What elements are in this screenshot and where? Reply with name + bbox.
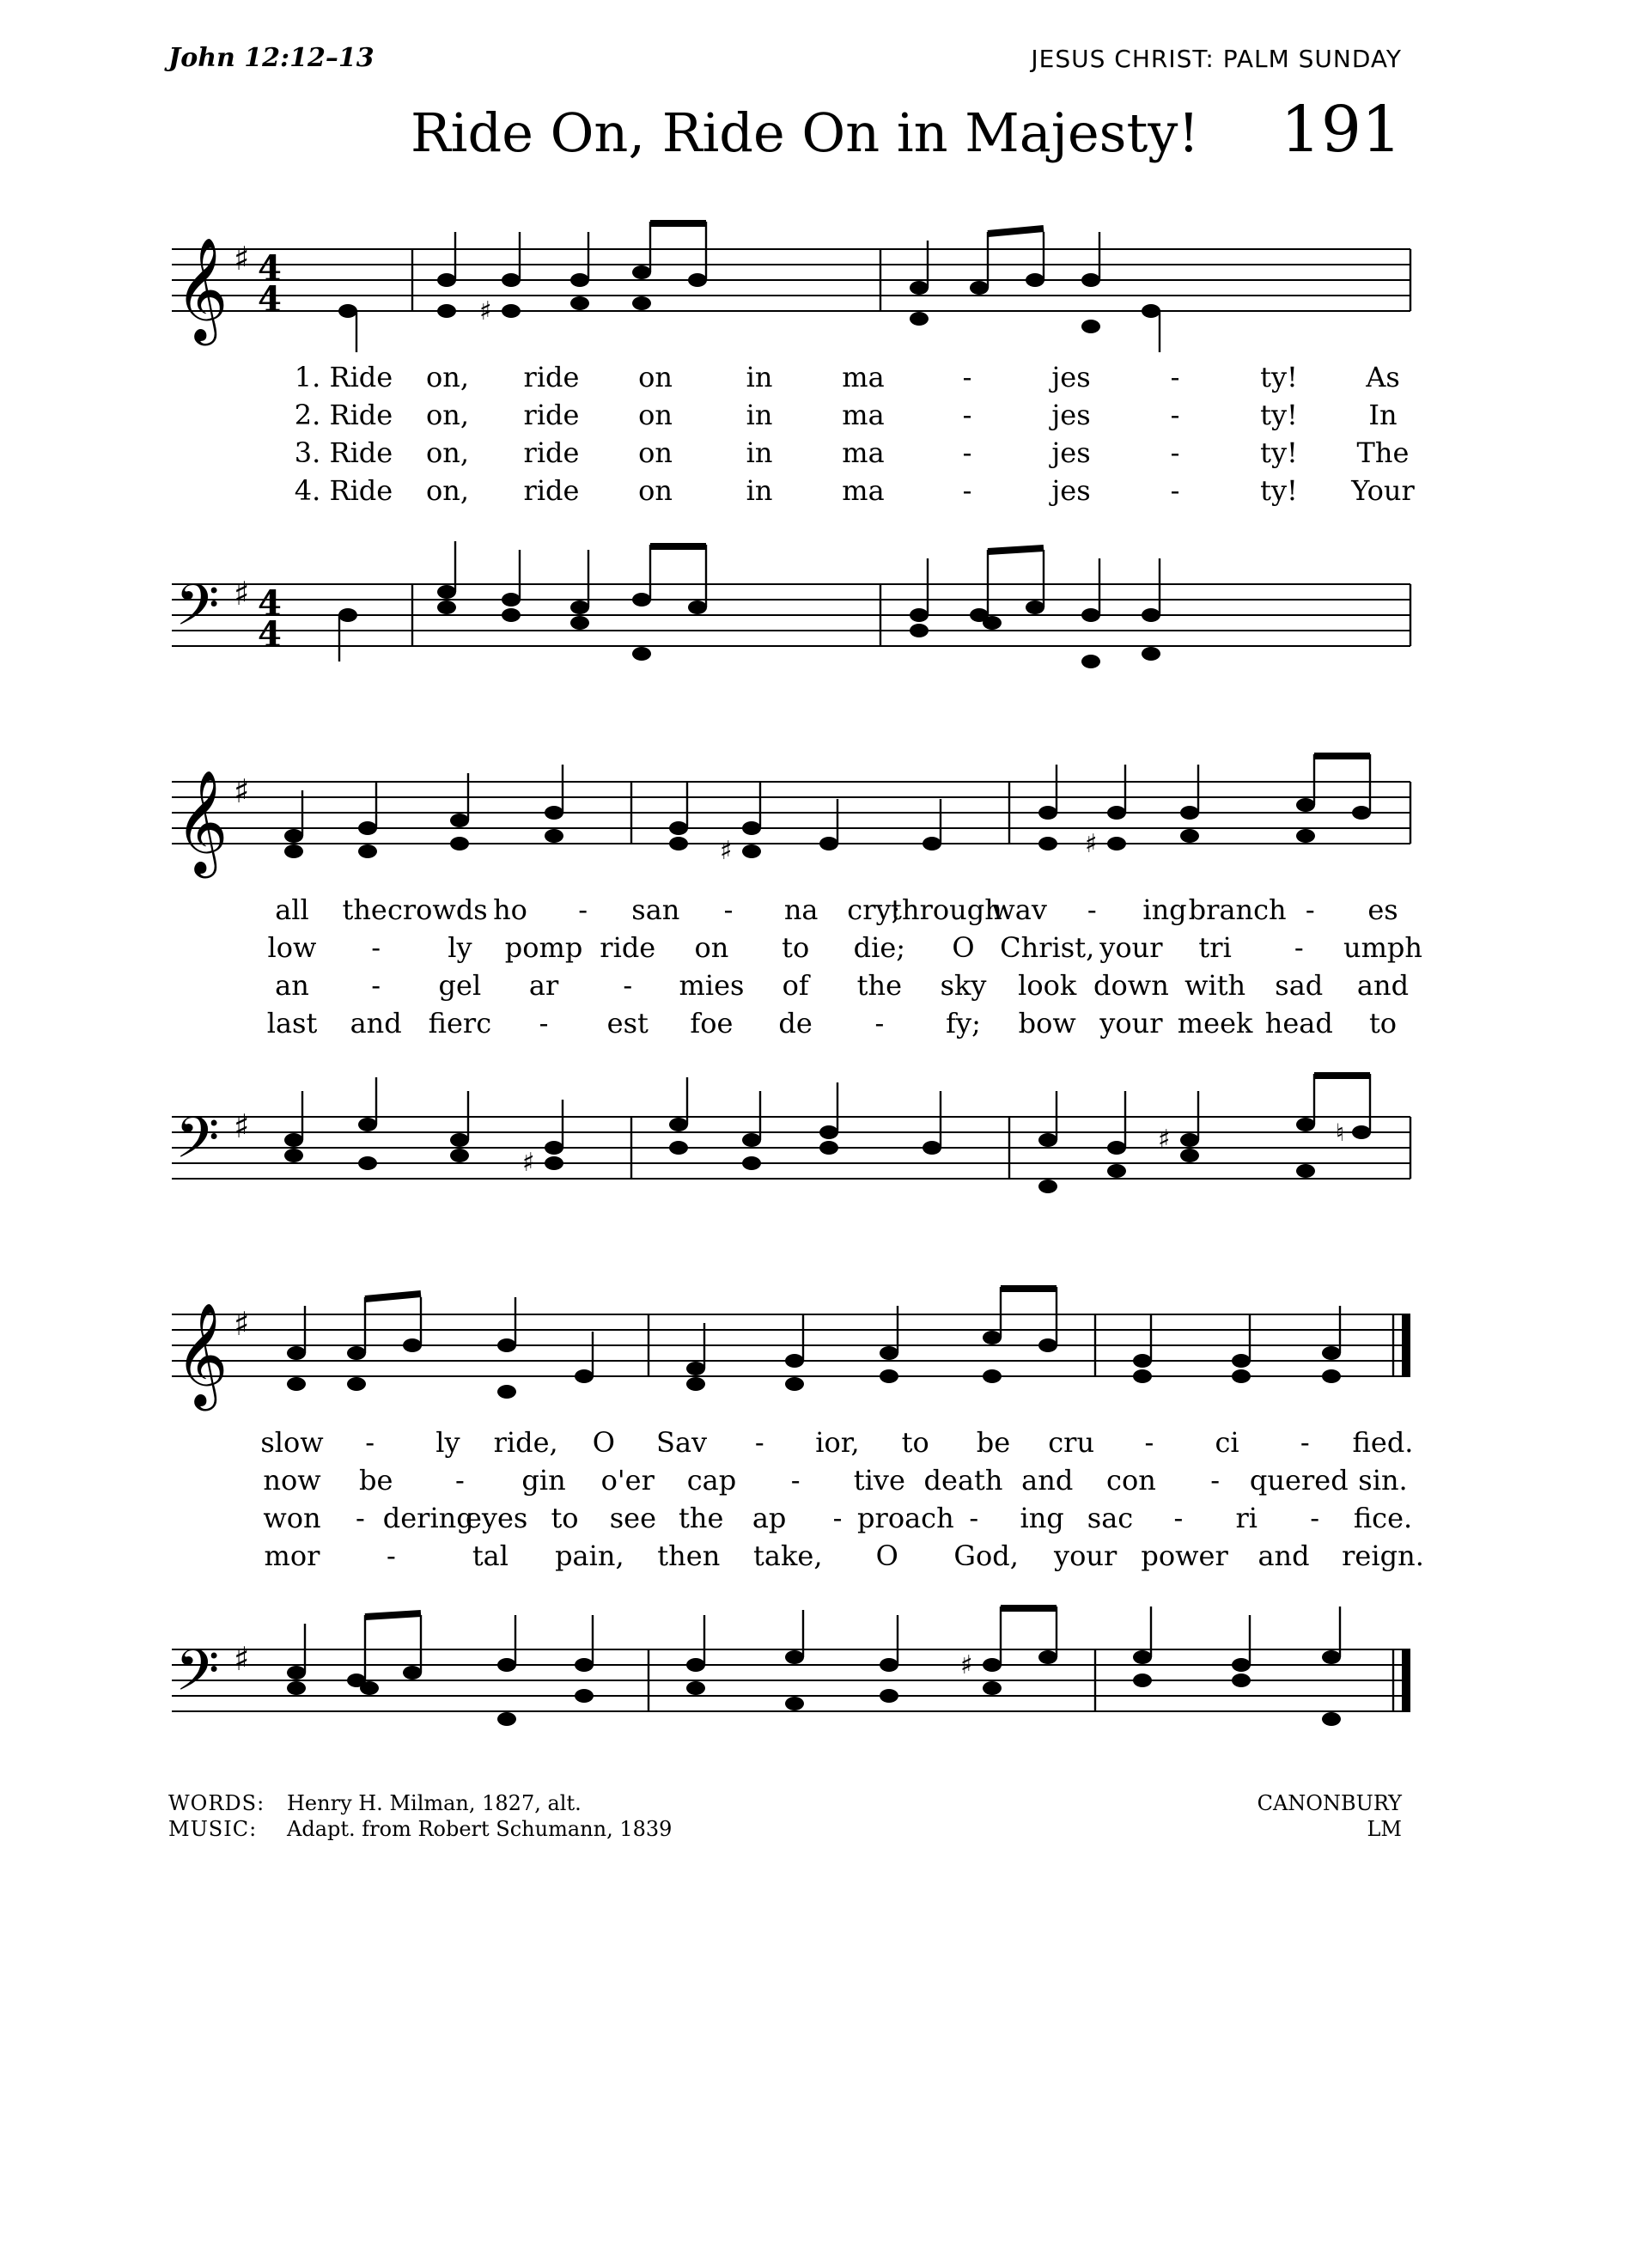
lyric-syllable: - bbox=[371, 969, 381, 1002]
lyric-syllable: cru bbox=[1048, 1426, 1095, 1459]
lyric-syllable: then bbox=[657, 1539, 721, 1572]
lyric-syllable: won bbox=[263, 1502, 321, 1534]
lyric-syllable: 3. Ride bbox=[294, 436, 393, 469]
verse-1-line bbox=[163, 1426, 1419, 1464]
lyric-syllable: 2. Ride bbox=[294, 399, 393, 431]
verse-4-line bbox=[163, 474, 1419, 512]
bass-staff-3 bbox=[163, 1598, 1419, 1744]
lyric-syllable: jes bbox=[1051, 399, 1091, 431]
lyric-syllable: - bbox=[365, 1426, 375, 1459]
lyric-syllable: in bbox=[746, 361, 773, 393]
lyric-syllable: down bbox=[1093, 969, 1169, 1002]
staff-lines bbox=[172, 249, 1410, 311]
lyric-syllable: Your bbox=[1351, 474, 1415, 507]
lyric-syllable: - bbox=[1300, 1426, 1310, 1459]
staff-lines bbox=[172, 1117, 1410, 1179]
lyric-syllable: - bbox=[1173, 1502, 1184, 1534]
lyric-syllable: ior, bbox=[815, 1426, 860, 1459]
lyric-syllable: ty! bbox=[1260, 436, 1298, 469]
treble-staff-1 bbox=[163, 198, 1419, 344]
lyric-syllable: ing bbox=[1142, 893, 1187, 926]
lyric-syllable: - bbox=[1144, 1426, 1154, 1459]
svg-text:♯: ♯ bbox=[522, 1148, 535, 1178]
lyric-syllable: ly bbox=[448, 931, 472, 964]
notes bbox=[287, 1287, 1341, 1399]
lyric-syllable: ride bbox=[523, 474, 580, 507]
lyric-syllable: death bbox=[923, 1464, 1003, 1497]
lyric-syllable: tri bbox=[1198, 931, 1232, 964]
lyric-syllable: crowds bbox=[387, 893, 488, 926]
lyric-syllable: see bbox=[609, 1502, 657, 1534]
lyric-syllable: - bbox=[623, 969, 633, 1002]
lyric-syllable: - bbox=[454, 1464, 465, 1497]
lyric-syllable: - bbox=[962, 474, 972, 507]
lyric-syllable: - bbox=[1170, 399, 1180, 431]
lyric-syllable: on bbox=[638, 474, 673, 507]
lyric-syllable: on, bbox=[425, 361, 470, 393]
lyric-syllable: jes bbox=[1051, 474, 1091, 507]
verse-4-line bbox=[163, 1007, 1419, 1045]
lyric-syllable: ri bbox=[1235, 1502, 1258, 1534]
lyric-syllable: the bbox=[342, 893, 387, 926]
music-system-3 bbox=[163, 1263, 1424, 1744]
lyric-syllable: the bbox=[679, 1502, 724, 1534]
lyric-syllable: ride bbox=[523, 436, 580, 469]
lyric-syllable: an bbox=[275, 969, 309, 1002]
treble-staff-2 bbox=[163, 730, 1419, 876]
lyric-syllable: on bbox=[638, 399, 673, 431]
lyric-syllable: to bbox=[901, 1426, 929, 1459]
treble-staff-3 bbox=[163, 1263, 1419, 1409]
lyric-syllable: die; bbox=[853, 931, 906, 964]
lyric-syllable: In bbox=[1368, 399, 1398, 431]
lyrics-block-1 bbox=[163, 361, 1419, 533]
lyric-syllable: fice. bbox=[1353, 1502, 1413, 1534]
words-credit: Henry H. Milman, 1827, alt. bbox=[287, 1791, 582, 1815]
lyric-syllable: ride bbox=[600, 931, 656, 964]
lyric-syllable: 1. Ride bbox=[294, 361, 393, 393]
lyric-syllable: last bbox=[266, 1007, 318, 1040]
time-signature-top: 4 bbox=[258, 583, 282, 624]
lyric-syllable: O bbox=[592, 1426, 615, 1459]
lyric-syllable: ma bbox=[842, 474, 885, 507]
treble-clef-icon: 𝄞 bbox=[175, 1302, 228, 1406]
lyric-syllable: on bbox=[638, 436, 673, 469]
lyric-syllable: cry; bbox=[847, 893, 901, 926]
music-system-2 bbox=[163, 730, 1423, 1211]
lyric-syllable: on, bbox=[425, 436, 470, 469]
bass-clef-icon: 𝄢 bbox=[175, 1105, 220, 1185]
lyric-syllable: - bbox=[962, 436, 972, 469]
lyric-syllable: The bbox=[1356, 436, 1410, 469]
notes bbox=[338, 222, 1160, 352]
lyric-syllable: on bbox=[694, 931, 729, 964]
bass-clef-icon: 𝄢 bbox=[175, 572, 220, 652]
lyric-syllable: look bbox=[1018, 969, 1077, 1002]
lyric-syllable: O bbox=[875, 1539, 898, 1572]
lyric-syllable: now bbox=[263, 1464, 321, 1497]
lyric-syllable: reign. bbox=[1342, 1539, 1424, 1572]
lyric-syllable: 4. Ride bbox=[294, 474, 393, 507]
lyric-syllable: dering bbox=[382, 1502, 474, 1534]
lyric-syllable: wav bbox=[991, 893, 1047, 926]
notes bbox=[287, 1606, 1341, 1726]
lyrics-block-2 bbox=[163, 893, 1423, 1065]
verse-1-line bbox=[163, 361, 1419, 399]
lyric-syllable: ho bbox=[493, 893, 527, 926]
lyric-syllable: the bbox=[856, 969, 903, 1002]
lyric-syllable: - bbox=[969, 1502, 979, 1534]
lyric-syllable: all bbox=[275, 893, 309, 926]
lyric-syllable: - bbox=[962, 361, 972, 393]
lyric-syllable: ride bbox=[523, 361, 580, 393]
time-signature-top: 4 bbox=[258, 248, 282, 289]
lyric-syllable: - bbox=[754, 1426, 764, 1459]
verse-2-line bbox=[163, 1464, 1419, 1502]
lyric-syllable: As bbox=[1366, 361, 1400, 393]
verse-3-line bbox=[163, 969, 1419, 1007]
lyric-syllable: ma bbox=[842, 436, 885, 469]
lyric-syllable: through bbox=[891, 893, 1002, 926]
lyric-syllable: in bbox=[746, 436, 773, 469]
tune-name: CANONBURY bbox=[1257, 1791, 1402, 1815]
lyric-syllable: to bbox=[782, 931, 810, 964]
lyric-syllable: fierc bbox=[428, 1007, 492, 1040]
lyric-syllable: to bbox=[1368, 1007, 1398, 1040]
lyric-syllable: take, bbox=[753, 1539, 823, 1572]
sharp-icon: ♯ bbox=[234, 1305, 250, 1343]
lyric-syllable: proach bbox=[857, 1502, 954, 1534]
lyric-syllable: ar bbox=[528, 969, 559, 1002]
svg-text:♮: ♮ bbox=[1336, 1119, 1345, 1147]
lyric-syllable: sin. bbox=[1358, 1464, 1408, 1497]
lyric-syllable: - bbox=[874, 1007, 885, 1040]
lyric-syllable: san bbox=[631, 893, 680, 926]
verse-2-line bbox=[163, 399, 1419, 436]
lyric-syllable: - bbox=[1210, 1464, 1221, 1497]
lyric-syllable: - bbox=[1087, 893, 1097, 926]
lyric-syllable: sky bbox=[940, 969, 987, 1002]
time-signature-bottom: 4 bbox=[258, 614, 282, 655]
lyric-syllable: branch bbox=[1188, 893, 1287, 926]
lyric-syllable: ma bbox=[842, 399, 885, 431]
sharp-icon: ♯ bbox=[234, 1107, 250, 1145]
lyric-syllable: foe bbox=[690, 1007, 734, 1040]
lyric-syllable: o'er bbox=[600, 1464, 655, 1497]
words-label: WORDS: bbox=[168, 1791, 265, 1815]
lyric-syllable: cap bbox=[686, 1464, 737, 1497]
lyric-syllable: na bbox=[783, 893, 819, 926]
verse-4-line bbox=[163, 1539, 1424, 1577]
lyric-syllable: on, bbox=[425, 474, 470, 507]
lyric-syllable: be bbox=[358, 1464, 393, 1497]
lyric-syllable: head bbox=[1264, 1007, 1333, 1040]
hymn-number: 191 bbox=[1280, 93, 1402, 167]
lyric-syllable: sac bbox=[1087, 1502, 1134, 1534]
lyric-syllable: de bbox=[778, 1007, 813, 1040]
hymn-category: JESUS CHRIST: PALM SUNDAY bbox=[1031, 45, 1402, 73]
lyric-syllable: Christ, bbox=[1000, 931, 1095, 964]
lyric-syllable: - bbox=[962, 399, 972, 431]
staff-lines bbox=[172, 782, 1410, 844]
lyric-syllable: - bbox=[355, 1502, 365, 1534]
svg-text:♯: ♯ bbox=[960, 1650, 973, 1680]
lyric-syllable: and bbox=[1356, 969, 1410, 1002]
lyric-syllable: bow bbox=[1018, 1007, 1076, 1040]
bass-staff-2 bbox=[163, 1065, 1419, 1211]
lyric-syllable: ride bbox=[523, 399, 580, 431]
lyric-syllable: umph bbox=[1343, 931, 1423, 964]
lyric-syllable: pain, bbox=[555, 1539, 624, 1572]
lyric-syllable: be bbox=[976, 1426, 1011, 1459]
scripture-reference: John 12:12–13 bbox=[168, 43, 375, 73]
lyric-syllable: ride, bbox=[493, 1426, 558, 1459]
lyrics-block-3 bbox=[163, 1426, 1424, 1598]
svg-text:♯: ♯ bbox=[1085, 829, 1098, 859]
lyric-syllable: ci bbox=[1215, 1426, 1239, 1459]
lyric-syllable: mies bbox=[679, 969, 745, 1002]
treble-clef-icon: 𝄞 bbox=[175, 236, 228, 341]
lyric-syllable: - bbox=[371, 931, 381, 964]
lyric-syllable: on, bbox=[425, 399, 470, 431]
lyric-syllable: - bbox=[387, 1539, 396, 1572]
credits-block bbox=[168, 1790, 672, 1842]
lyric-syllable: pomp bbox=[504, 931, 583, 964]
lyric-syllable: your bbox=[1099, 931, 1163, 964]
treble-clef-icon: 𝄞 bbox=[175, 769, 228, 874]
svg-text:♯: ♯ bbox=[720, 836, 733, 866]
lyric-syllable: your bbox=[1099, 1007, 1163, 1040]
lyric-syllable: low bbox=[267, 931, 317, 964]
music-label: MUSIC: bbox=[168, 1817, 258, 1841]
lyric-syllable: and bbox=[1021, 1464, 1074, 1497]
lyric-syllable: and bbox=[1257, 1539, 1310, 1572]
verse-1-line bbox=[163, 893, 1419, 931]
lyric-syllable: fied. bbox=[1352, 1426, 1414, 1459]
hymn-title: Ride On, Ride On in Majesty! bbox=[411, 101, 1200, 164]
lyric-syllable: fy; bbox=[946, 1007, 981, 1040]
meter: LM bbox=[1367, 1817, 1402, 1841]
lyric-syllable: es bbox=[1367, 893, 1398, 926]
time-signature-bottom: 4 bbox=[258, 279, 282, 320]
lyric-syllable: tal bbox=[472, 1539, 508, 1572]
lyric-syllable: sad bbox=[1275, 969, 1324, 1002]
lyric-syllable: ly bbox=[435, 1426, 460, 1459]
lyric-syllable: est bbox=[606, 1007, 649, 1040]
lyric-syllable: quered bbox=[1249, 1464, 1349, 1497]
staff-lines bbox=[172, 584, 1410, 646]
lyric-syllable: - bbox=[578, 893, 588, 926]
lyric-syllable: - bbox=[832, 1502, 843, 1534]
lyric-syllable: ap bbox=[752, 1502, 787, 1534]
lyric-syllable: gin bbox=[521, 1464, 566, 1497]
sharp-icon: ♯ bbox=[234, 1640, 250, 1678]
lyric-syllable: jes bbox=[1051, 436, 1091, 469]
lyric-syllable: with bbox=[1184, 969, 1246, 1002]
lyric-syllable: - bbox=[1310, 1502, 1320, 1534]
bass-clef-icon: 𝄢 bbox=[175, 1637, 220, 1717]
lyric-syllable: con bbox=[1106, 1464, 1156, 1497]
notes bbox=[284, 1074, 1371, 1193]
lyric-syllable: God, bbox=[953, 1539, 1019, 1572]
sharp-icon: ♯ bbox=[234, 240, 250, 277]
music-credit: Adapt. from Robert Schumann, 1839 bbox=[287, 1817, 673, 1841]
lyric-syllable: slow bbox=[260, 1426, 324, 1459]
verse-3-line bbox=[163, 1502, 1419, 1539]
lyric-syllable: ma bbox=[842, 361, 885, 393]
svg-text:♯: ♯ bbox=[1158, 1125, 1171, 1155]
tune-info bbox=[1257, 1790, 1402, 1842]
lyric-syllable: mor bbox=[264, 1539, 320, 1572]
lyric-syllable: - bbox=[1305, 893, 1315, 926]
lyric-syllable: to bbox=[551, 1502, 579, 1534]
music-system-1 bbox=[163, 198, 1419, 679]
lyric-syllable: Sav bbox=[656, 1426, 708, 1459]
lyric-syllable: ty! bbox=[1260, 361, 1298, 393]
lyric-syllable: of bbox=[782, 969, 809, 1002]
lyric-syllable: power bbox=[1141, 1539, 1228, 1572]
svg-text:♯: ♯ bbox=[479, 296, 492, 326]
lyric-syllable: tive bbox=[853, 1464, 905, 1497]
bass-staff-1 bbox=[163, 533, 1419, 679]
lyric-syllable: - bbox=[723, 893, 734, 926]
lyric-syllable: your bbox=[1054, 1539, 1117, 1572]
notes bbox=[284, 754, 1371, 866]
lyric-syllable: on bbox=[638, 361, 673, 393]
lyric-syllable: in bbox=[746, 399, 773, 431]
sharp-icon: ♯ bbox=[234, 575, 250, 613]
lyric-syllable: eyes bbox=[465, 1502, 528, 1534]
lyric-syllable: jes bbox=[1051, 361, 1091, 393]
lyric-syllable: - bbox=[790, 1464, 801, 1497]
lyric-syllable: in bbox=[746, 474, 773, 507]
verse-3-line bbox=[163, 436, 1419, 474]
lyric-syllable: - bbox=[1170, 474, 1180, 507]
lyric-syllable: ty! bbox=[1260, 399, 1298, 431]
sharp-icon: ♯ bbox=[234, 772, 250, 810]
lyric-syllable: - bbox=[1294, 931, 1304, 964]
lyric-syllable: ty! bbox=[1260, 474, 1298, 507]
lyric-syllable: gel bbox=[438, 969, 482, 1002]
verse-2-line bbox=[163, 931, 1423, 969]
lyric-syllable: - bbox=[539, 1007, 549, 1040]
lyric-syllable: and bbox=[350, 1007, 402, 1040]
lyric-syllable: - bbox=[1170, 361, 1180, 393]
lyric-syllable: - bbox=[1170, 436, 1180, 469]
lyric-syllable: O bbox=[952, 931, 975, 964]
lyric-syllable: ing bbox=[1020, 1502, 1064, 1534]
notes bbox=[338, 541, 1160, 668]
lyric-syllable: meek bbox=[1177, 1007, 1253, 1040]
